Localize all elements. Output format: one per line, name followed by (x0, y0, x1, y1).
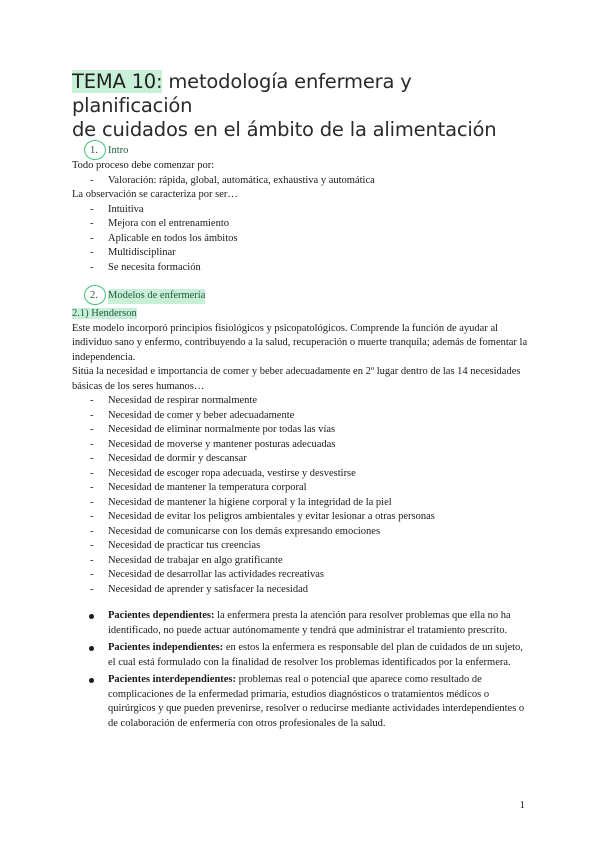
title-line2: de cuidados en el ámbito de la alimentación (72, 118, 497, 141)
page-title (72, 70, 532, 142)
list-item: - Mejora con el entrenamiento (72, 217, 532, 232)
list-item (72, 673, 532, 731)
list-item (72, 641, 532, 670)
list-item: - Intuitiva (72, 203, 532, 218)
title-line1: metodología enfermera y planificación (72, 70, 412, 117)
list-item: - Necesidad de moverse y mantener posturas adecuadas (72, 438, 532, 453)
patient-types-list (72, 609, 532, 731)
list-item: - Multidisciplinar (72, 246, 532, 261)
bullet-icon (89, 646, 94, 651)
section-label: Intro (108, 145, 129, 156)
list-item: - Necesidad de practicar tus creencias (72, 539, 532, 554)
section-number: 1. (90, 145, 98, 156)
list-item: - Necesidad de comer y beber adecuadamente (72, 409, 532, 424)
definition: en estos la enfermera es responsable del plan de cuidados de un sujeto, el cual está formulado con la finalidad de resolver los problemas identificados por la enfermera. (108, 642, 523, 668)
intro-paragraph-2: La observación se caracteriza por ser… (72, 189, 238, 200)
definition: la enfermera presta la atención para resolver problemas que ella no ha identificado, no puede actuar autónomamente y tendrá que administrar el tratamiento prescrito. (108, 610, 511, 636)
list-item: - Necesidad de mantener la higiene corporal y la integridad de la piel (72, 496, 532, 511)
title-highlight: TEMA 10: (72, 70, 163, 93)
section-label: Modelos de enfermería (108, 289, 205, 304)
list-item: - Necesidad de eliminar normalmente por todas las vías (72, 423, 532, 438)
term: Pacientes interdependientes: (108, 674, 237, 685)
section-heading-models (90, 289, 532, 304)
intro-paragraph-1: Todo proceso debe comenzar por: (72, 160, 215, 171)
list-item: - Necesidad de respirar normalmente (72, 394, 532, 409)
section-number: 2. (90, 290, 98, 301)
henderson-paragraph-1: Este modelo incorporó principios fisiológicos y psicopatológicos. Comprende la función de ayudar al individuo sano y enfermo, contribuyendo a la salud, recuperación o muerte tranquila; además de fomentar la independencia. (72, 322, 528, 363)
henderson-paragraph-2: Sitúa la necesidad e importancia de comer y beber adecuadamente en 2º lugar dentro de las 14 necesidades básicas de los seres humanos… (72, 366, 521, 392)
list-item: - Necesidad de desarrollar las actividades recreativas (72, 568, 532, 583)
intro-list-2 (72, 203, 532, 276)
list-item: - Necesidad de mantener la temperatura corporal (72, 481, 532, 496)
list-item: - Aplicable en todos los ámbitos (72, 232, 532, 247)
list-item: - Necesidad de aprender y satisfacer la necesidad (72, 583, 532, 598)
page-number: 1 (519, 799, 525, 811)
list-item: - Necesidad de dormir y descansar (72, 452, 532, 467)
list-item (72, 609, 532, 638)
intro-list-1 (72, 174, 532, 189)
list-item: - Necesidad de evitar los peligros ambientales y evitar lesionar a otras personas (72, 510, 532, 525)
list-item: - Necesidad de comunicarse con los demás expresando emociones (72, 525, 532, 540)
subsection-heading: 2.1) Henderson (72, 308, 137, 319)
bullet-icon (89, 614, 94, 619)
list-item: - Se necesita formación (72, 261, 532, 276)
list-item: - Necesidad de escoger ropa adecuada, vestirse y desvestirse (72, 467, 532, 482)
section-heading-intro (90, 144, 532, 159)
needs-list (72, 394, 532, 597)
definition: problemas real o potencial que aparece como resultado de complicaciones de la enfermedad primaria, estudios diagnósticos o tratamientos médicos o quirúrgicos y que pueden prevenirse, resolver o reducirse mediante actividades interdependientes o de colaboración de enfermería con otros profesionales de la salud. (108, 674, 525, 729)
bullet-icon (89, 678, 94, 683)
term: Pacientes independientes: (108, 642, 224, 653)
list-item: - Valoración: rápida, global, automática, exhaustiva y automática (72, 174, 532, 189)
list-item: - Necesidad de trabajar en algo gratificante (72, 554, 532, 569)
term: Pacientes dependientes: (108, 610, 215, 621)
document-page (72, 70, 532, 734)
